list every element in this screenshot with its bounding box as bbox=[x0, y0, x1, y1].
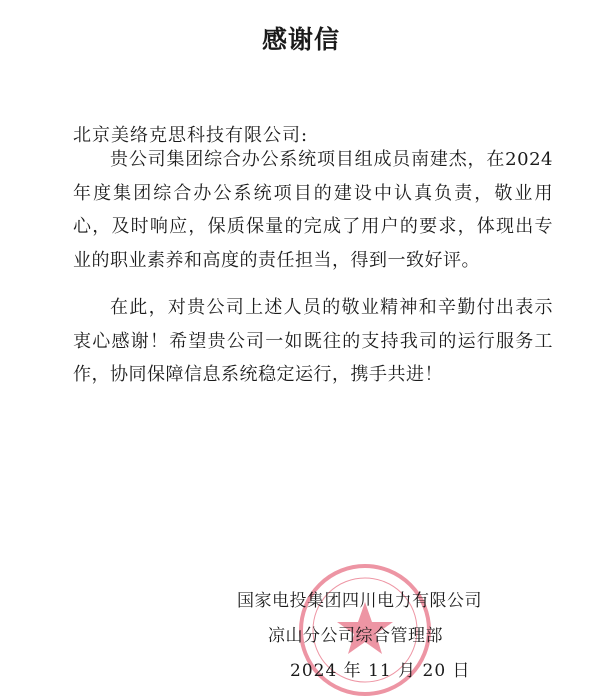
letter-title: 感谢信 bbox=[261, 25, 340, 54]
body-paragraph-2: 在此，对贵公司上述人员的敬业精神和辛勤付出表示衷心感谢！希望贵公司一如既往的支持我司的运行服务工作，协同保障信息系统稳定运行，携手共进！ bbox=[73, 297, 553, 385]
body-paragraph-1: 贵公司集团综合办公系统项目组成员南建杰，在2024年度集团综合办公系统项目的建设中认真负责，敬业用心，及时响应，保质保量的完成了用户的要求，体现出专业的职业素养和高度的责任担当，得到一致好评。 bbox=[73, 149, 553, 271]
signature-organization: 国家电投集团四川电力有限公司 bbox=[237, 591, 482, 611]
signature-date: 2024 年 11 月 20 日 bbox=[290, 661, 471, 681]
salutation: 北京美络克思科技有限公司: bbox=[73, 125, 309, 146]
signature-department: 凉山分公司综合管理部 bbox=[268, 626, 443, 646]
